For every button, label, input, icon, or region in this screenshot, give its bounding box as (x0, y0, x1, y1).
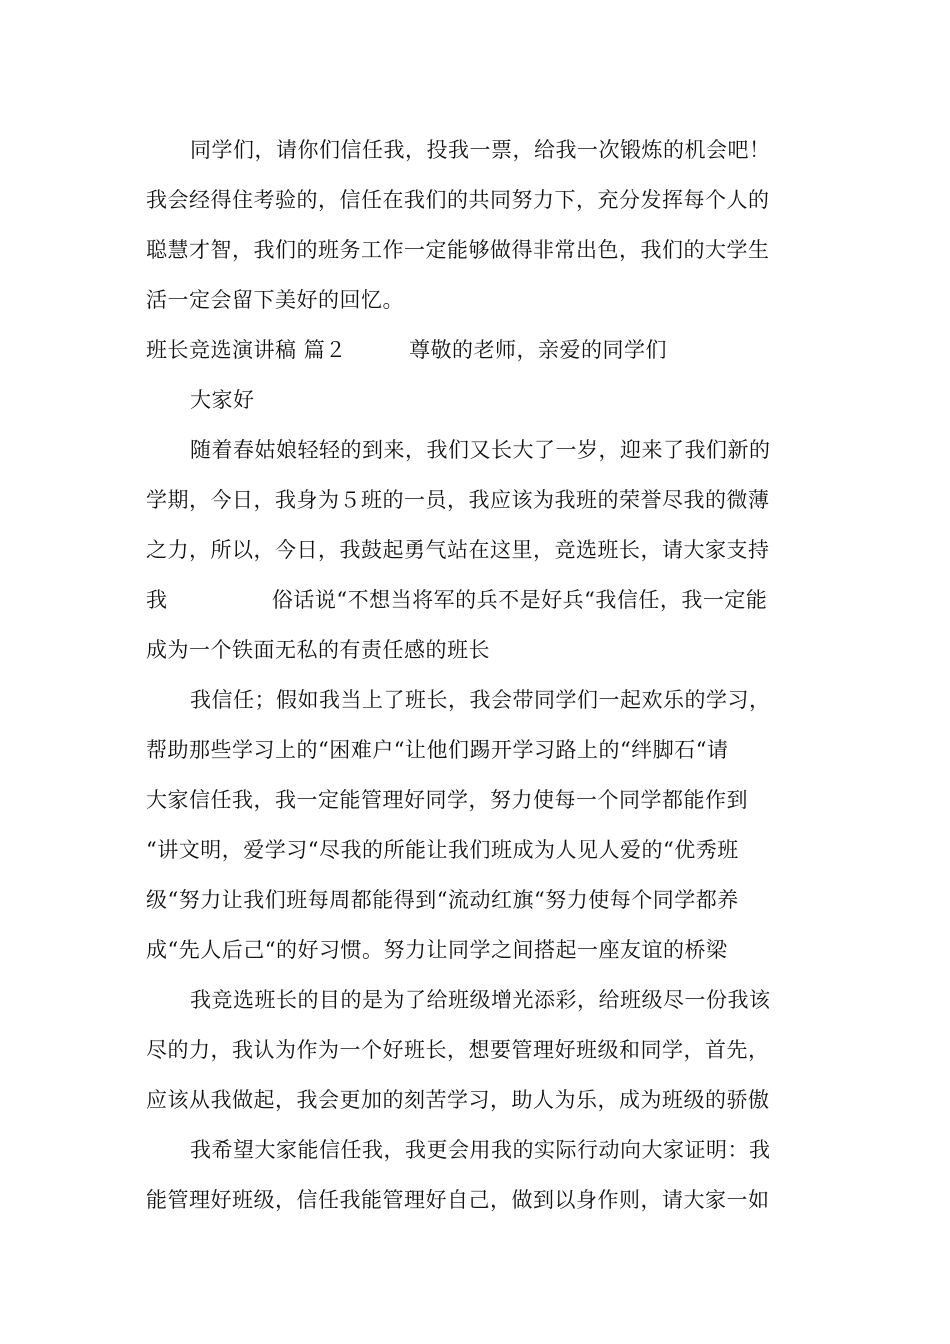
paragraph-line: 我会经得住考验的，信任在我们的共同努力下，充分发挥每个人的 (146, 188, 770, 212)
paragraph-line: 随着春姑娘轻轻的到来，我们又长大了一岁，迎来了我们新的 (190, 438, 771, 462)
greeting-line: 大家好 (190, 388, 255, 412)
paragraph-line: 之力，所以，今日，我鼓起勇气站在这里，竞选班长，请大家支持 (146, 538, 770, 562)
paragraph-line-split (146, 580, 767, 620)
section-title: 班长竞选演讲稿 (146, 338, 297, 362)
paragraph-line: 我竞选班长的目的是为了给班级增光添彩，给班级尽一份我该 (190, 988, 771, 1012)
paragraph-line: 活一定会留下美好的回忆。 (146, 288, 404, 312)
split-left-text: 我 (146, 588, 168, 612)
paragraph-line: 同学们，请你们信任我，投我一票，给我一次锻炼的机会吧！ (190, 138, 771, 162)
paragraph-line: 成为一个铁面无私的有责任感的班长 (146, 638, 490, 662)
paragraph-line: 成“先人后己“的好习惯。努力让同学之间搭起一座友谊的桥梁 (146, 938, 728, 962)
paragraph-line: “讲文明，爱学习“尽我的所能让我们班成为人见人爱的“优秀班 (146, 838, 739, 862)
paragraph-line: 聪慧才智，我们的班务工作一定能够做得非常出色，我们的大学生 (146, 238, 770, 262)
paragraph-line: 能管理好班级，信任我能管理好自己，做到以身作则，请大家一如 (146, 1188, 770, 1212)
section-part-label: 篇２ (303, 338, 347, 362)
paragraph-line: 应该从我做起，我会更加的刻苦学习，助人为乐，成为班级的骄傲 (146, 1088, 770, 1112)
paragraph-line: 尽的力，我认为作为一个好班长，想要管理好班级和同学，首先， (146, 1038, 770, 1062)
paragraph-line: 大家信任我，我一定能管理好同学，努力使每一个同学都能作到 (146, 788, 748, 812)
split-right-text: 俗话说“不想当将军的兵不是好兵“我信任，我一定能 (271, 588, 768, 612)
salutation: 尊敬的老师，亲爱的同学们 (409, 338, 668, 362)
paragraph-line: 我信任；假如我当上了班长，我会带同学们一起欢乐的学习， (190, 688, 771, 712)
paragraph-line: 我希望大家能信任我，我更会用我的实际行动向大家证明：我 (190, 1138, 771, 1162)
paragraph-line: 学期，今日，我身为５班的一员，我应该为我班的荣誉尽我的微薄 (146, 488, 770, 512)
paragraph-line: 帮助那些学习上的“困难户“让他们踢开学习路上的“绊脚石“请 (146, 738, 729, 762)
section-heading-line (146, 330, 667, 370)
paragraph-line: 级“努力让我们班每周都能得到“流动红旗“努力使每个同学都养 (146, 888, 739, 912)
